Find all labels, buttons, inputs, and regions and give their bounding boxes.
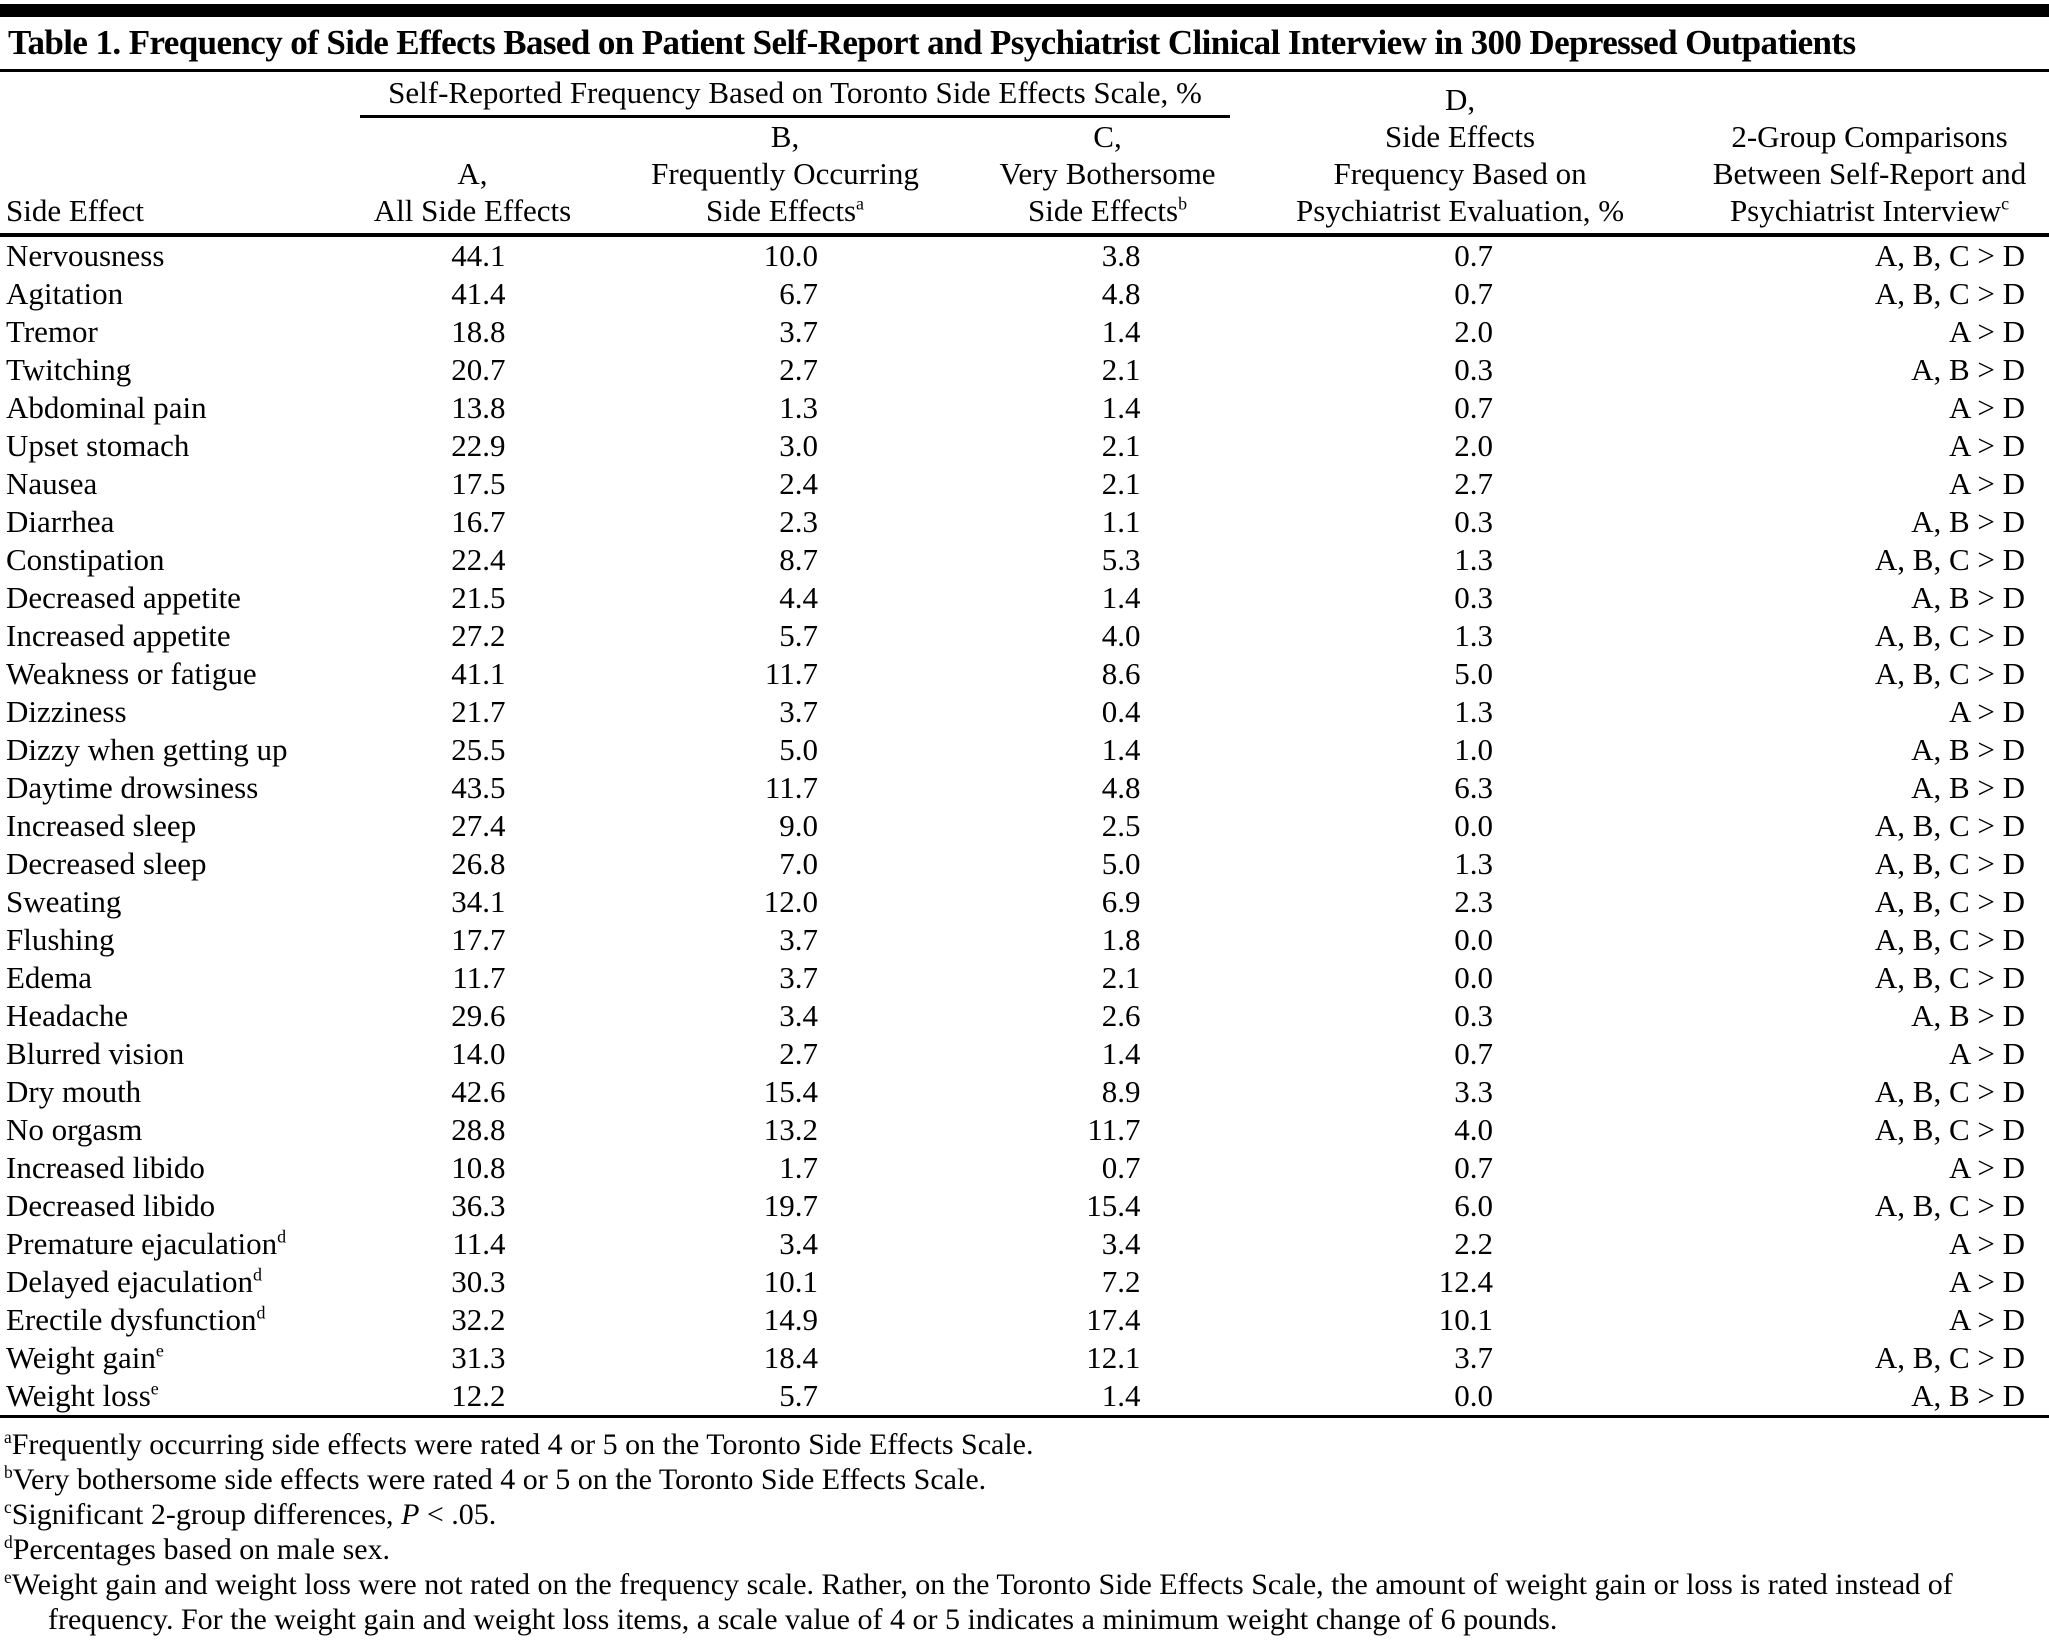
- table-row: [0, 1263, 2049, 1301]
- value-c-cell: 1.4: [1101, 732, 1141, 767]
- comparison-cell: A, B, C > D: [1874, 1188, 2026, 1223]
- comparison-cell: A > D: [1948, 428, 2026, 463]
- value-a-cell: 34.1: [451, 884, 506, 919]
- value-a-cell: 27.4: [451, 808, 506, 843]
- value-b-cell: 4.4: [779, 580, 818, 615]
- table-row: [0, 731, 2049, 769]
- value-d-cell: 1.0: [1454, 732, 1494, 767]
- comparison-cell: A, B > D: [1911, 352, 2026, 387]
- side-effect-cell: Nervousness: [6, 238, 165, 273]
- footnote: $^d$Percentages based on male sex.: [4, 1532, 391, 1566]
- side-effect-cell: Weight gain$^e$: [6, 1340, 164, 1375]
- spanner-empty-cell: [0, 72, 360, 117]
- value-c-cell: 1.8: [1101, 922, 1141, 957]
- value-a-cell: 11.4: [452, 1226, 506, 1261]
- side-effect-cell: Flushing: [6, 922, 115, 957]
- side-effect-cell: No orgasm: [6, 1112, 143, 1147]
- table-row: [0, 541, 2049, 579]
- table-row: [0, 1301, 2049, 1339]
- value-d-cell: 1.3: [1454, 542, 1494, 577]
- value-c-cell: 5.0: [1101, 846, 1141, 881]
- table-row: [0, 351, 2049, 389]
- value-c-cell: 1.4: [1101, 1036, 1141, 1071]
- footnote: $^a$Frequently occurring side effects were rated 4 or 5 on the Toronto Side Effects Scale.: [4, 1427, 1034, 1461]
- comparison-cell: A, B > D: [1911, 770, 2026, 805]
- column-header-c: C, Very Bothersome Side Effects$^b$: [985, 117, 1230, 236]
- side-effect-cell: Twitching: [6, 352, 132, 387]
- value-c-cell: 2.5: [1101, 808, 1141, 843]
- value-a-cell: 21.5: [451, 580, 506, 615]
- value-a-cell: 16.7: [451, 504, 506, 539]
- table-row: [0, 883, 2049, 921]
- value-b-cell: 8.7: [779, 542, 818, 577]
- comparison-cell: A, B > D: [1911, 998, 2026, 1033]
- side-effect-cell: Increased libido: [6, 1150, 205, 1185]
- value-d-cell: 0.7: [1454, 238, 1494, 273]
- table-row: [0, 921, 2049, 959]
- value-d-cell: 0.7: [1454, 1036, 1494, 1071]
- value-b-cell: 5.0: [779, 732, 818, 767]
- side-effect-cell: Decreased libido: [6, 1188, 216, 1223]
- table-row: [0, 1035, 2049, 1073]
- value-b-cell: 3.7: [779, 314, 818, 349]
- footnote: $^e$Weight gain and weight loss were not rated on the frequency scale. Rather, on the Toronto Side Effects Scale, the amount of weight gain or loss is rated instead of frequency. For the weight gain and weight loss items, a scale value of 4 or 5 indicates a minimum weight change of 6 pounds.: [4, 1567, 1953, 1636]
- side-effect-cell: Headache: [6, 998, 129, 1033]
- value-b-cell: 13.2: [763, 1112, 818, 1147]
- comparison-cell: A > D: [1948, 694, 2026, 729]
- value-b-cell: 3.4: [779, 1226, 818, 1261]
- side-effect-cell: Abdominal pain: [6, 390, 207, 425]
- table-row: [0, 807, 2049, 845]
- value-d-cell: 0.0: [1454, 808, 1494, 843]
- table-row: [0, 1073, 2049, 1111]
- value-b-cell: 1.7: [779, 1150, 818, 1185]
- value-b-cell: 3.7: [779, 694, 818, 729]
- table-row: [0, 1225, 2049, 1263]
- value-b-cell: 5.7: [585, 1377, 985, 1417]
- value-a-cell: 17.7: [451, 922, 506, 957]
- side-effect-cell: Increased appetite: [6, 618, 231, 653]
- value-b-cell: 1.3: [779, 390, 818, 425]
- value-a-cell: 29.6: [451, 998, 506, 1033]
- value-b-cell: 3.7: [779, 922, 818, 957]
- comparison-cell: A, B, C > D: [1874, 276, 2026, 311]
- value-d-cell: 3.3: [1454, 1074, 1494, 1109]
- comparison-cell: A > D: [1948, 314, 2026, 349]
- side-effect-cell: Delayed ejaculation$^d$: [6, 1264, 263, 1299]
- value-d-cell: 5.0: [1454, 656, 1494, 691]
- value-d-cell: 6.3: [1454, 770, 1494, 805]
- value-a-cell: 21.7: [451, 694, 506, 729]
- value-c-cell: 11.7: [1087, 1112, 1141, 1147]
- table-row: [0, 655, 2049, 693]
- value-d-cell: 0.0: [1454, 922, 1494, 957]
- value-d-cell: 2.7: [1454, 466, 1494, 501]
- table-row: [0, 313, 2049, 351]
- table-row: [0, 1149, 2049, 1187]
- value-c-cell: 2.1: [1101, 960, 1141, 995]
- value-a-cell: 32.2: [451, 1302, 506, 1337]
- comparison-cell: A > D: [1948, 466, 2026, 501]
- self-report-spanner: Self-Reported Frequency Based on Toronto Side Effects Scale, %: [360, 72, 1230, 117]
- value-b-cell: 9.0: [779, 808, 818, 843]
- side-effect-cell: Dry mouth: [6, 1074, 142, 1109]
- value-a-cell: 14.0: [451, 1036, 506, 1071]
- comparison-cell: A, B, C > D: [1874, 656, 2026, 691]
- value-d-cell: 2.3: [1454, 884, 1494, 919]
- table-title: Table 1. Frequency of Side Effects Based on Patient Self-Report and Psychiatrist Clinical Interview in 300 Depressed Outpatients: [8, 23, 1856, 62]
- value-c-cell: 1.4: [985, 1377, 1230, 1417]
- value-b-cell: 11.7: [764, 656, 818, 691]
- side-effect-cell: Weakness or fatigue: [6, 656, 257, 691]
- comparison-cell: A, B, C > D: [1874, 922, 2026, 957]
- value-b-cell: 10.0: [763, 238, 818, 273]
- value-b-cell: 2.7: [779, 352, 818, 387]
- value-b-cell: 3.7: [779, 960, 818, 995]
- table-row: [0, 845, 2049, 883]
- value-a-cell: 44.1: [451, 238, 506, 273]
- comparison-cell: A > D: [1948, 1226, 2026, 1261]
- value-d-cell: 0.3: [1454, 352, 1494, 387]
- value-c-cell: 6.9: [1101, 884, 1141, 919]
- table-body: [0, 235, 2049, 1417]
- value-c-cell: 7.2: [1101, 1264, 1141, 1299]
- value-d-cell: 6.0: [1454, 1188, 1494, 1223]
- value-b-cell: 10.1: [763, 1264, 818, 1299]
- comparison-cell: A > D: [1948, 1302, 2026, 1337]
- value-d-cell: 2.2: [1454, 1226, 1494, 1261]
- value-a-cell: 26.8: [451, 846, 506, 881]
- side-effect-cell: Diarrhea: [6, 504, 115, 539]
- value-d-cell: 0.3: [1454, 998, 1494, 1033]
- value-b-cell: 11.7: [764, 770, 818, 805]
- value-d-cell: 1.3: [1454, 618, 1494, 653]
- table-row: [0, 769, 2049, 807]
- side-effect-cell: Decreased sleep: [6, 846, 207, 881]
- value-b-cell: 5.7: [779, 618, 818, 653]
- value-c-cell: 1.4: [1101, 314, 1141, 349]
- value-a-cell: 41.4: [451, 276, 506, 311]
- table-row: [0, 427, 2049, 465]
- value-a-cell: 27.2: [451, 618, 506, 653]
- comparison-cell: A, B, C > D: [1874, 960, 2026, 995]
- table-row: [0, 389, 2049, 427]
- side-effect-cell: Erectile dysfunction$^d$: [6, 1302, 266, 1337]
- spanner-row: [0, 72, 2049, 117]
- comparison-cell: A, B > D: [1690, 1377, 2049, 1417]
- value-a-cell: 30.3: [451, 1264, 506, 1299]
- table-row: [0, 617, 2049, 655]
- value-b-cell: 14.9: [763, 1302, 818, 1337]
- value-d-cell: 0.3: [1454, 504, 1494, 539]
- side-effects-table: [0, 72, 2049, 1418]
- comparison-cell: A, B, C > D: [1874, 542, 2026, 577]
- value-c-cell: 2.1: [1101, 428, 1141, 463]
- comparison-cell: A > D: [1948, 1150, 2026, 1185]
- value-c-cell: 0.7: [1101, 1150, 1141, 1185]
- value-c-cell: 12.1: [1086, 1340, 1141, 1375]
- value-c-cell: 3.8: [1101, 238, 1141, 273]
- side-effect-cell: Tremor: [6, 314, 98, 349]
- value-a-cell: 17.5: [451, 466, 506, 501]
- value-b-cell: 18.4: [763, 1340, 818, 1375]
- comparison-cell: A, B, C > D: [1874, 618, 2026, 653]
- value-d-cell: 1.3: [1454, 694, 1494, 729]
- comparison-cell: A, B, C > D: [1874, 1074, 2026, 1109]
- value-d-cell: 0.3: [1454, 580, 1494, 615]
- value-a-cell: 13.8: [451, 390, 506, 425]
- comparison-cell: A, B > D: [1911, 504, 2026, 539]
- value-d-cell: 0.7: [1454, 276, 1494, 311]
- table-row: [0, 275, 2049, 313]
- side-effect-cell: Upset stomach: [6, 428, 190, 463]
- comparison-cell: A, B > D: [1911, 732, 2026, 767]
- value-b-cell: 3.0: [779, 428, 818, 463]
- value-b-cell: 12.0: [763, 884, 818, 919]
- value-c-cell: 2.6: [1101, 998, 1141, 1033]
- value-b-cell: 2.4: [779, 466, 818, 501]
- value-d-cell: 10.1: [1438, 1302, 1494, 1337]
- side-effect-cell: Premature ejaculation$^d$: [6, 1226, 287, 1261]
- value-d-cell: 2.0: [1454, 428, 1494, 463]
- comparison-cell: A, B, C > D: [1874, 1112, 2026, 1147]
- side-effect-cell: Daytime drowsiness: [6, 770, 259, 805]
- side-effect-cell: Constipation: [6, 542, 165, 577]
- value-d-cell: 0.7: [1454, 1150, 1494, 1185]
- table-row: [0, 1111, 2049, 1149]
- value-c-cell: 1.4: [1101, 580, 1141, 615]
- comparison-cell: A, B, C > D: [1874, 1340, 2026, 1375]
- value-d-cell: 3.7: [1454, 1340, 1494, 1375]
- comparison-cell: A > D: [1948, 1036, 2026, 1071]
- value-b-cell: 3.4: [779, 998, 818, 1033]
- side-effect-cell: Dizziness: [6, 694, 127, 729]
- comparison-cell: A, B, C > D: [1874, 808, 2026, 843]
- table-row: [0, 1339, 2049, 1377]
- side-effect-cell: Dizzy when getting up: [6, 732, 288, 767]
- value-c-cell: 2.1: [1101, 352, 1141, 387]
- column-header-d: D, Side Effects Frequency Based on Psychiatrist Evaluation, %: [1230, 72, 1690, 235]
- value-a-cell: 25.5: [451, 732, 506, 767]
- side-effect-cell: Decreased appetite: [6, 580, 241, 615]
- value-c-cell: 4.0: [1101, 618, 1141, 653]
- value-d-cell: 4.0: [1454, 1112, 1494, 1147]
- side-effect-cell: Increased sleep: [6, 808, 197, 843]
- side-effect-cell: Sweating: [6, 884, 122, 919]
- table-row: [0, 235, 2049, 275]
- column-header-side-effect: Side Effect: [0, 117, 360, 236]
- side-effect-cell: Agitation: [6, 276, 124, 311]
- value-d-cell: 1.3: [1454, 846, 1494, 881]
- value-c-cell: 4.8: [1101, 770, 1141, 805]
- value-c-cell: 1.1: [1101, 504, 1141, 539]
- table-row: [0, 997, 2049, 1035]
- value-c-cell: 8.6: [1101, 656, 1141, 691]
- value-c-cell: 0.4: [1101, 694, 1141, 729]
- comparison-cell: A, B > D: [1911, 580, 2026, 615]
- value-a-cell: 18.8: [451, 314, 506, 349]
- column-header-a: A, All Side Effects: [360, 117, 585, 236]
- value-b-cell: 2.7: [779, 1036, 818, 1071]
- footnote: $^b$Very bothersome side effects were rated 4 or 5 on the Toronto Side Effects Scale.: [4, 1462, 987, 1496]
- side-effect-cell: Edema: [6, 960, 93, 995]
- table-row: [0, 959, 2049, 997]
- value-a-cell: 11.7: [452, 960, 506, 995]
- value-d-cell: 0.7: [1454, 390, 1494, 425]
- value-a-cell: 12.2: [360, 1377, 585, 1417]
- value-a-cell: 36.3: [451, 1188, 506, 1223]
- value-a-cell: 43.5: [451, 770, 506, 805]
- value-b-cell: 19.7: [763, 1188, 818, 1223]
- table-row: [0, 503, 2049, 541]
- value-a-cell: 31.3: [451, 1340, 506, 1375]
- table-row: [0, 579, 2049, 617]
- table-row: [0, 693, 2049, 731]
- value-a-cell: 10.8: [451, 1150, 506, 1185]
- side-effect-cell: Weight loss$^e$: [0, 1377, 360, 1417]
- value-a-cell: 41.1: [451, 656, 506, 691]
- value-d-cell: 0.0: [1454, 960, 1494, 995]
- value-c-cell: 8.9: [1101, 1074, 1141, 1109]
- value-c-cell: 4.8: [1101, 276, 1141, 311]
- value-a-cell: 42.6: [451, 1074, 506, 1109]
- footnotes: [0, 1427, 2049, 1637]
- comparison-cell: A, B, C > D: [1874, 238, 2026, 273]
- value-b-cell: 7.0: [779, 846, 818, 881]
- side-effect-cell: Blurred vision: [6, 1036, 185, 1071]
- value-a-cell: 20.7: [451, 352, 506, 387]
- value-a-cell: 28.8: [451, 1112, 506, 1147]
- value-c-cell: 15.4: [1086, 1188, 1141, 1223]
- comparison-cell: A > D: [1948, 1264, 2026, 1299]
- column-header-b: B, Frequently Occurring Side Effects$^a$: [585, 117, 985, 236]
- comparison-cell: A > D: [1948, 390, 2026, 425]
- value-b-cell: 15.4: [763, 1074, 818, 1109]
- table-header: [0, 72, 2049, 235]
- value-c-cell: 17.4: [1086, 1302, 1141, 1337]
- table-row: [0, 1187, 2049, 1225]
- footnote: $^c$Significant 2-group differences, P < .05.: [4, 1497, 497, 1531]
- value-c-cell: 5.3: [1101, 542, 1141, 577]
- comparison-cell: A, B, C > D: [1874, 846, 2026, 881]
- value-d-cell: 2.0: [1454, 314, 1494, 349]
- value-c-cell: 1.4: [1101, 390, 1141, 425]
- comparison-cell: A, B, C > D: [1874, 884, 2026, 919]
- table-row: [0, 1377, 2049, 1417]
- column-header-comparisons: 2-Group Comparisons Between Self-Report and Psychiatrist Interview$^c$: [1690, 72, 2049, 235]
- value-d-cell: 0.0: [1230, 1377, 1690, 1417]
- value-a-cell: 22.9: [451, 428, 506, 463]
- value-a-cell: 22.4: [451, 542, 506, 577]
- side-effect-cell: Nausea: [6, 466, 98, 501]
- value-b-cell: 2.3: [779, 504, 818, 539]
- value-b-cell: 6.7: [779, 276, 818, 311]
- value-d-cell: 12.4: [1438, 1264, 1494, 1299]
- table-row: [0, 465, 2049, 503]
- value-c-cell: 2.1: [1101, 466, 1141, 501]
- value-c-cell: 3.4: [1101, 1226, 1141, 1261]
- table-top-bar: [0, 4, 2049, 17]
